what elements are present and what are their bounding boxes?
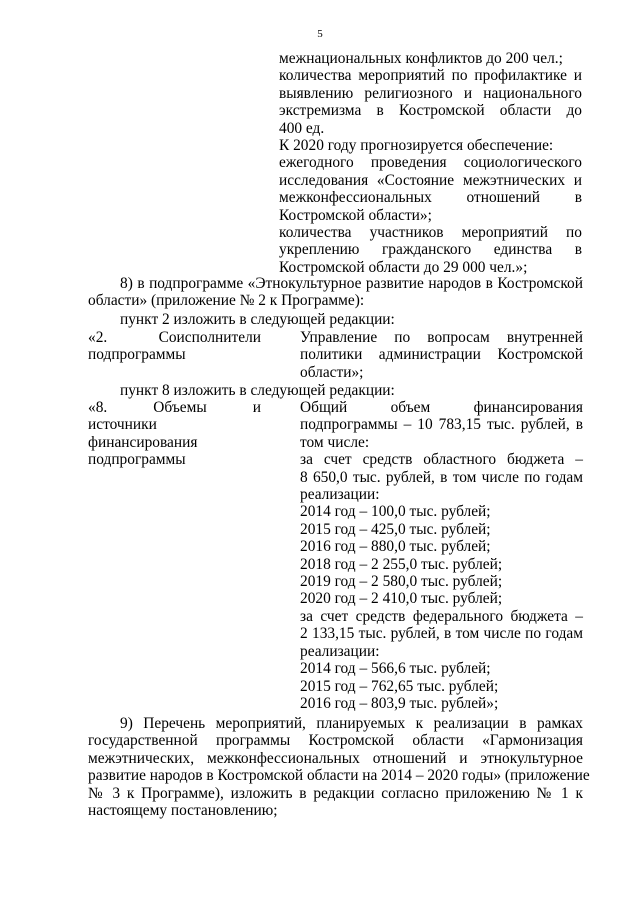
text-line: 2016 год – 880,0 тыс. рублей;	[300, 538, 491, 556]
text-line: области»;	[300, 363, 364, 381]
text-line: за счет средств областного бюджета –	[300, 451, 583, 469]
text-line: 2019 год – 2 580,0 тыс. рублей;	[300, 573, 503, 591]
text-line: межэтнических, межконфессиональных отношений и этнокультурное	[88, 749, 583, 767]
text-line: источники	[88, 416, 157, 434]
item-9-paragraph	[88, 715, 590, 820]
text-line: за счет средств федерального бюджета –	[300, 607, 583, 625]
targets-text-block	[279, 50, 582, 276]
text-line: 9) Перечень мероприятий, планируемых к реализации в рамках	[120, 715, 583, 732]
row-8-label	[88, 399, 261, 469]
text-line: реализации:	[300, 642, 380, 660]
text-line: межконфессиональных отношений в	[279, 189, 582, 207]
point-8-instruction: пункт 8 изложить в следующей редакции:	[120, 382, 395, 399]
text-line: количества мероприятий по профилактике и	[279, 67, 582, 85]
text-line: области» (приложение № 2 к Программе):	[88, 292, 365, 310]
text-line: Костромской области до 29 000 чел.»;	[279, 258, 528, 276]
item-8-paragraph	[88, 275, 583, 310]
text-line: настоящему постановлению;	[88, 802, 278, 820]
text-line: политики администрации Костромской	[300, 346, 583, 364]
text-line: подпрограммы	[88, 346, 186, 364]
text-line: Общий объем финансирования	[300, 399, 583, 416]
text-line: укреплению гражданского единства в	[279, 241, 582, 259]
text-line: межнациональных конфликтов до 200 чел.;	[279, 50, 563, 67]
text-line: развитие народов в Костромской области на 2014 – 2020 годы» (приложение	[88, 767, 590, 785]
text-line: экстремизма в Костромской области до	[279, 102, 582, 120]
text-line: подпрограммы	[88, 451, 186, 469]
text-line: финансирования	[88, 433, 198, 451]
text-line: 2015 год – 425,0 тыс. рублей;	[300, 520, 491, 538]
text-line: Управление по вопросам внутренней	[300, 329, 583, 346]
text-line: 2018 год – 2 255,0 тыс. рублей;	[300, 555, 503, 573]
text-line: 2014 год – 100,0 тыс. рублей;	[300, 503, 491, 521]
text-line: 2020 год – 2 410,0 тыс. рублей;	[300, 590, 503, 608]
text-line: № 3 к Программе), изложить в редакции согласно приложению № 1 к	[88, 784, 583, 802]
text-line: подпрограммы – 10 783,15 тыс. рублей, в	[300, 416, 583, 434]
text-line: К 2020 году прогнозируется обеспечение:	[279, 137, 554, 155]
row-8-value	[300, 399, 583, 712]
text-line: исследования «Состояние межэтнических и	[279, 171, 582, 189]
row-2-label	[88, 329, 261, 364]
text-line: «2. Соисполнители	[88, 329, 261, 346]
text-line: 8) в подпрограмме «Этнокультурное развитие народов в Костромской	[120, 275, 583, 292]
text-line: выявлению религиозного и национального	[279, 84, 582, 102]
row-2-value	[300, 329, 583, 381]
text-line: ежегодного проведения социологического	[279, 154, 582, 172]
text-line: реализации:	[300, 486, 380, 504]
text-line: государственной программы Костромской области «Гармонизация	[88, 732, 583, 750]
text-line: том числе:	[300, 433, 370, 451]
text-line: «8. Объемы и	[88, 399, 261, 416]
text-line: 400 ед.	[279, 119, 325, 137]
text-line: количества участников мероприятий по	[279, 224, 582, 242]
text-line: 2 133,15 тыс. рублей, в том числе по годам	[300, 625, 583, 643]
page-number: 5	[317, 28, 323, 40]
text-line: Костромской области»;	[279, 206, 432, 224]
text-line: 2016 год – 803,9 тыс. рублей»;	[300, 694, 499, 712]
text-line: 2015 год – 762,65 тыс. рублей;	[300, 677, 499, 695]
text-line: 8 650,0 тыс. рублей, в том числе по годам	[300, 468, 583, 486]
point-2-instruction: пункт 2 изложить в следующей редакции:	[120, 311, 395, 328]
text-line: 2014 год – 566,6 тыс. рублей;	[300, 660, 491, 678]
